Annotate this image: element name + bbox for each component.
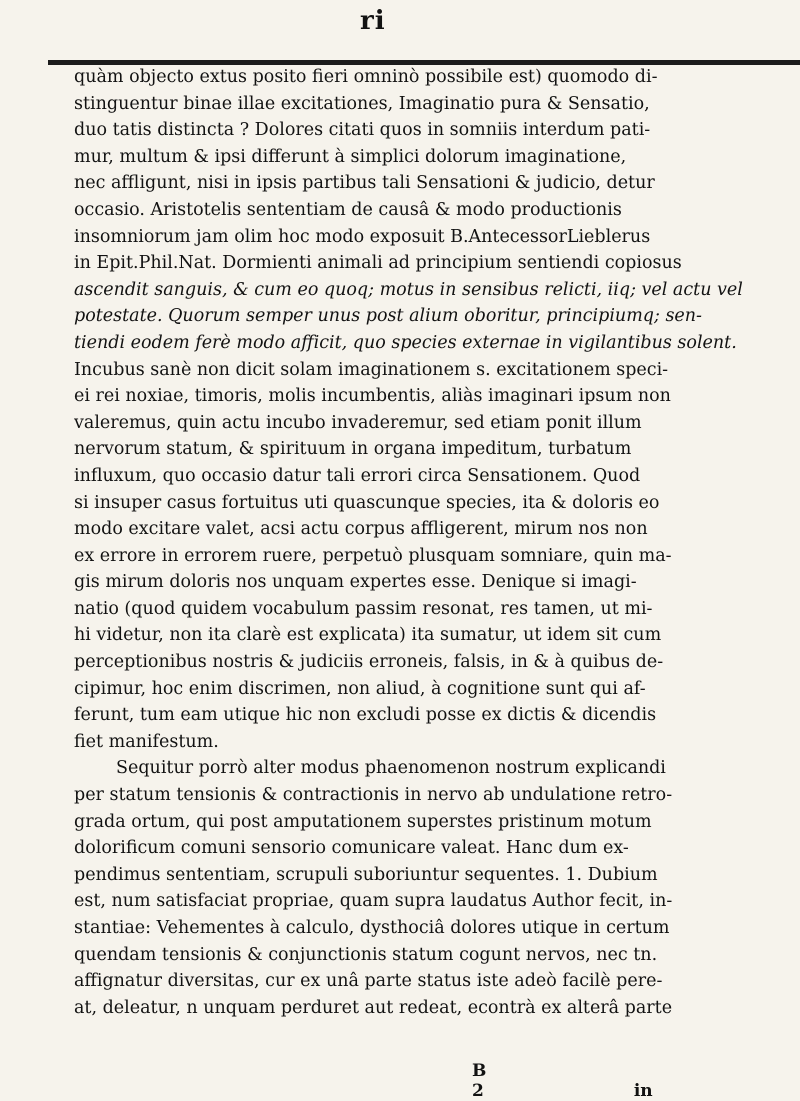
- text-line: grada ortum, qui post amputationem superstes pristinum motum: [74, 811, 652, 832]
- text-line: mur, multum & ipsi differunt à simplici dolorum imaginatione,: [74, 146, 627, 167]
- text-line: affignatur diversitas, cur ex unâ parte status iste adeò facilè pere-: [74, 971, 663, 992]
- body-text: [74, 64, 790, 1021]
- signature-mark: B 2: [472, 1061, 487, 1101]
- text-line: hi videtur, non ita clarè est explicata) ita sumatur, ut idem sit cum: [74, 625, 662, 646]
- text-line: fiet manifestum.: [74, 731, 219, 752]
- text-line: nec affligunt, nisi in ipsis partibus tali Sensationi & judicio, detur: [74, 173, 655, 194]
- text-line: in Epit.Phil.Nat. Dormienti animali ad principium sentiendi copiosus: [74, 253, 682, 274]
- text-line: insomniorum jam olim hoc modo exposuit B.AntecessorLieblerus: [74, 226, 651, 247]
- text-line: quàm objecto extus posito fieri omninò possibile est) quomodo di-: [74, 67, 658, 87]
- text-line-quote: ascendit sanguis, & cum eo quoq; motus in sensibus relicti, iiq; vel actu vel: [74, 279, 743, 300]
- running-head: ri: [360, 6, 386, 36]
- text-line: occasio. Aristotelis sententiam de causâ & modo productionis: [74, 199, 622, 220]
- text-line: ferunt, tum eam utique hic non excludi posse ex dictis & dicendis: [74, 705, 657, 726]
- text-line: est, num satisfaciat propriae, quam supra laudatus Author fecit, in-: [74, 891, 673, 912]
- text-line: pendimus sententiam, scrupuli suboriuntur sequentes. 1. Dubium: [74, 864, 658, 885]
- text-line-quote: tiendi eodem ferè modo afficit, quo species externae in vigilantibus solent.: [74, 332, 737, 353]
- text-line: nervorum statum, & spirituum in organa impeditum, turbatum: [74, 439, 632, 460]
- text-line: dolorificum comuni sensorio comunicare valeat. Hanc dum ex-: [74, 838, 629, 859]
- text-line: duo tatis distincta ? Dolores citati quos in somniis interdum pati-: [74, 120, 651, 141]
- text-line: per statum tensionis & contractionis in nervo ab undulatione retro-: [74, 785, 673, 806]
- text-line: natio (quod quidem vocabulum passim resonat, res tamen, ut mi-: [74, 598, 653, 619]
- text-line: valeremus, quin actu incubo invaderemur, sed etiam ponit illum: [74, 412, 642, 433]
- text-line: si insuper casus fortuitus uti quascunque species, ita & doloris eo: [74, 492, 660, 513]
- text-line: Incubus sanè non dicit solam imaginationem s. excitationem speci-: [74, 359, 669, 380]
- text-line: gis mirum doloris nos unquam expertes esse. Denique si imagi-: [74, 572, 637, 593]
- text-line: modo excitare valet, acsi actu corpus affligerent, mirum nos non: [74, 519, 648, 540]
- text-line: perceptionibus nostris & judiciis erroneis, falsis, in & à quibus de-: [74, 652, 664, 673]
- text-line-quote: potestate. Quorum semper unus post alium oboritur, principiumq; sen-: [74, 306, 702, 327]
- catchword: in: [633, 1081, 653, 1101]
- text-line: quendam tensionis & conjunctionis statum cogunt nervos, nec tn.: [74, 944, 658, 965]
- text-line: cipimur, hoc enim discrimen, non aliud, à cognitione sunt qui af-: [74, 678, 646, 699]
- text-line: ei rei noxiae, timoris, molis incumbentis, aliàs imaginari ipsum non: [74, 386, 671, 407]
- text-line: stantiae: Vehementes à calculo, dysthociâ dolores utique in certum: [74, 918, 670, 938]
- page-footer: [472, 1061, 800, 1101]
- text-line: stinguentur binae illae excitationes, Imaginatio pura & Sensatio,: [74, 93, 650, 114]
- paragraph-start-line: Sequitur porrò alter modus phaenomenon nostrum explicandi: [116, 758, 666, 779]
- text-line: influxum, quo occasio datur tali errori circa Sensationem. Quod: [74, 465, 641, 486]
- text-line: ex errore in errorem ruere, perpetuò plusquam somniare, quin ma-: [74, 545, 672, 566]
- text-line: at, deleatur, n unquam perduret aut redeat, econtrà ex alterâ parte: [74, 997, 673, 1018]
